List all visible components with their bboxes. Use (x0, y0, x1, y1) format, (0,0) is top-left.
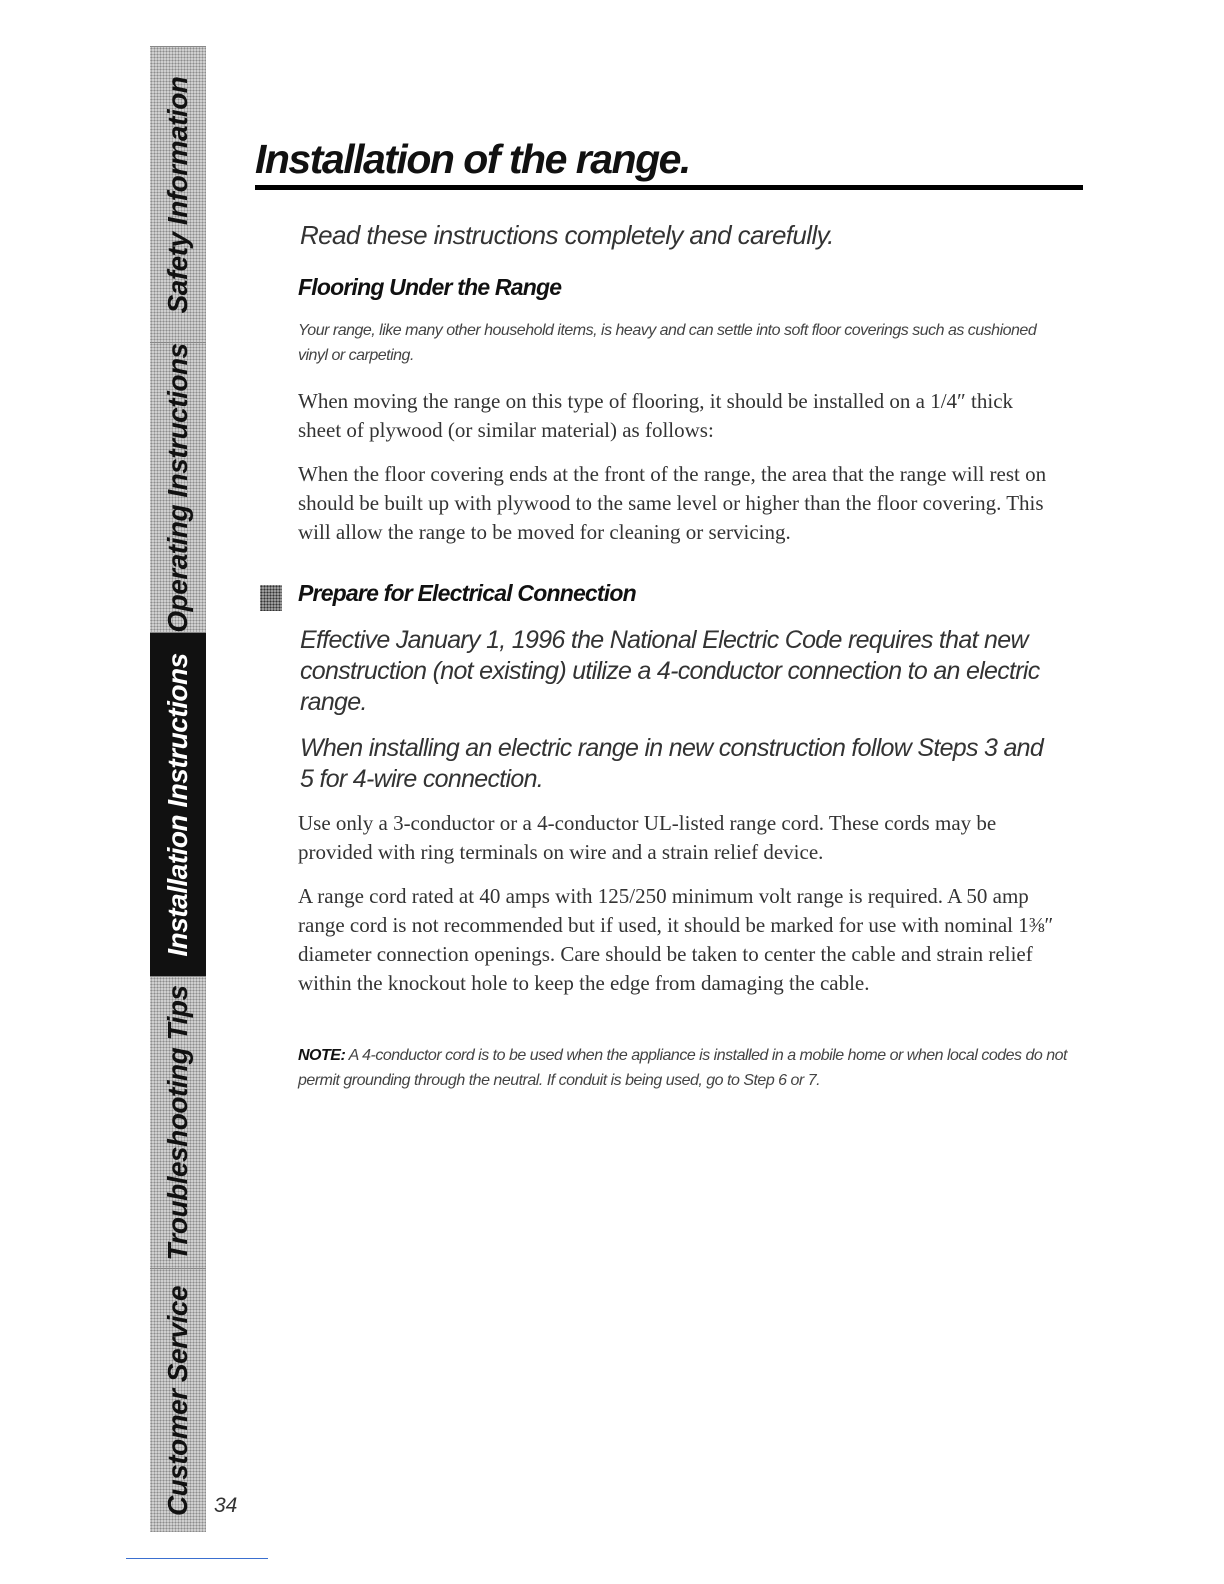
tab-label: Safety Information (162, 76, 193, 313)
note-label: NOTE: (298, 1047, 346, 1064)
tab-safety-information[interactable] (150, 46, 206, 342)
tab-label: Operating Instructions (162, 342, 193, 632)
title-divider (255, 185, 1083, 190)
electrical-lead-1: Effective January 1, 1996 the National Electric Code requires that new construction (not existing) utilize a 4-conductor connection to an electric range. (300, 626, 1040, 716)
flooring-note: Your range, like many other household items, is heavy and can settle into soft floor coverings such as cushioned vinyl or carpeting. (298, 322, 1037, 364)
footer-divider (126, 1558, 268, 1559)
tab-label: Installation Instructions (162, 652, 193, 957)
step-marker-icon (260, 585, 282, 611)
tab-label: Customer Service (162, 1285, 193, 1516)
electrical-lead-2: When installing an electric range in new construction follow Steps 3 and 5 for 4-wire connection. (300, 734, 1044, 793)
flooring-paragraph-1: When moving the range on this type of flooring, it should be installed on a 1/4″ thick sheet of plywood (or similar material) as follows: (298, 389, 1014, 442)
page-number: 34 (214, 1494, 238, 1517)
electrical-note (298, 1043, 1068, 1093)
note-text: A 4-conductor cord is to be used when the appliance is installed in a mobile home or when local codes do not permit grounding through the neutral. If conduit is being used, go to Step 6 or 7. (298, 1047, 1067, 1089)
tab-operating-instructions[interactable] (150, 342, 206, 632)
flooring-paragraph-2: When the floor covering ends at the front of the range, the area that the range will rest on should be built up with plywood to the same level or higher than the floor covering. This will allow the range to be moved for cleaning or servicing. (298, 462, 1047, 544)
section-tab-strip (150, 46, 206, 1532)
tab-troubleshooting-tips[interactable] (150, 976, 206, 1268)
page-title: Installation of the range. (255, 136, 690, 182)
electrical-paragraph-1: Use only a 3-conductor or a 4-conductor UL-listed range cord. These cords may be provided with ring terminals on wire and a strain relief device. (298, 811, 997, 864)
tab-customer-service[interactable] (150, 1268, 206, 1532)
flooring-heading: Flooring Under the Range (298, 274, 562, 300)
tab-label: Troubleshooting Tips (162, 984, 193, 1261)
electrical-heading: Prepare for Electrical Connection (298, 580, 636, 606)
tab-installation-instructions[interactable] (150, 632, 206, 976)
electrical-paragraph-2: A range cord rated at 40 amps with 125/250 minimum volt range is required. A 50 amp range cord is not recommended but if used, it should be marked for use with nominal 1⅜″ diameter connection openings. Care should be taken to center the cable and strain relief within the knockout hole to keep the edge from damaging the cable. (298, 884, 1054, 995)
intro-text: Read these instructions completely and carefully. (300, 220, 834, 250)
